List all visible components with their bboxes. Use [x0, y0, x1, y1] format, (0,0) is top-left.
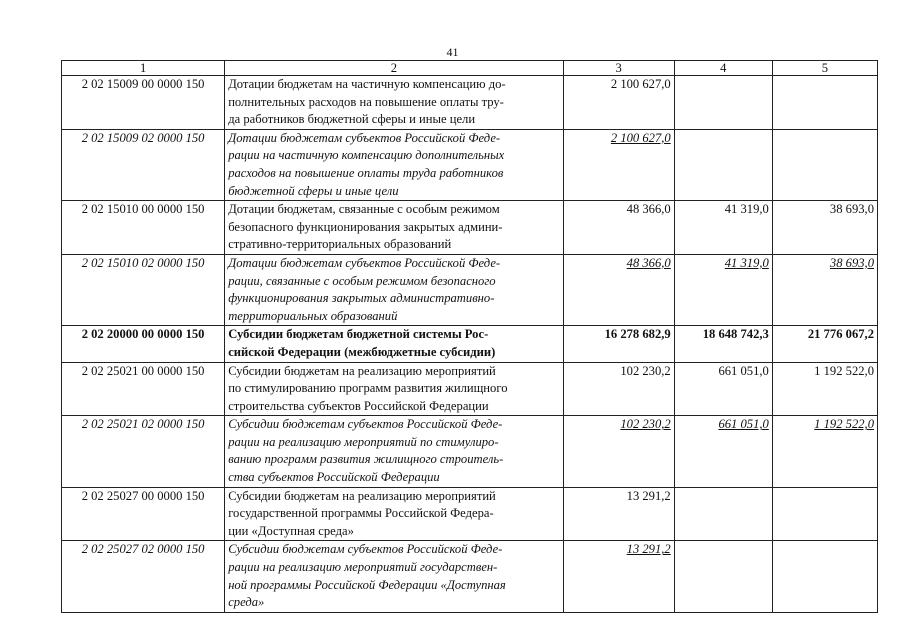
description-line: Дотации бюджетам субъектов Российской Феде-	[228, 130, 501, 145]
amount-cell-column-5: 1 192 522,0	[772, 416, 877, 487]
budget-code-cell: 2 02 15009 00 0000 150	[62, 76, 225, 130]
amount-cell-column-3: 13 291,2	[563, 541, 674, 612]
column-header-3: 3	[563, 61, 674, 76]
page-number: 41	[446, 45, 459, 59]
table-row	[62, 254, 878, 325]
table-row	[62, 416, 878, 487]
column-header-1: 1	[62, 61, 225, 76]
description-line: рации на реализацию мероприятий по стимулиро-	[228, 434, 499, 449]
budget-code-cell: 2 02 25027 00 0000 150	[62, 487, 225, 541]
description-line: да работников бюджетной сферы и иные цели	[228, 112, 476, 127]
description-cell	[225, 201, 563, 255]
description-line: рации, связанные с особым режимом безопасного	[228, 273, 496, 288]
description-line: Дотации бюджетам на частичную компенсацию до-	[228, 77, 506, 91]
description-cell	[225, 76, 563, 130]
amount-cell-column-5: 38 693,0	[772, 201, 877, 255]
column-header-2: 2	[225, 61, 563, 76]
description-cell	[225, 487, 563, 541]
amount-cell-column-3: 102 230,2	[563, 362, 674, 416]
amount-cell-column-5: 1 192 522,0	[772, 362, 877, 416]
amount-cell-column-4: 41 319,0	[674, 201, 772, 255]
amount-cell-column-5	[772, 76, 877, 130]
budget-code-cell: 2 02 25027 02 0000 150	[62, 541, 225, 612]
amount-cell-column-3: 102 230,2	[563, 416, 674, 487]
amount-cell-column-5	[772, 487, 877, 541]
description-cell	[225, 129, 563, 200]
amount-cell-column-4	[674, 76, 772, 130]
budget-code-cell: 2 02 25021 02 0000 150	[62, 416, 225, 487]
description-line: Субсидии бюджетам на реализацию мероприятий	[228, 488, 496, 503]
description-cell	[225, 254, 563, 325]
description-line: сийской Федерации (межбюджетные субсидии)	[228, 344, 496, 359]
description-line: ванию программ развития жилищного строитель-	[228, 452, 504, 467]
description-line: Дотации бюджетам субъектов Российской Феде-	[228, 255, 501, 270]
description-line: Дотации бюджетам, связанные с особым режимом	[228, 202, 500, 217]
column-header-5: 5	[772, 61, 877, 76]
table-row	[62, 362, 878, 416]
description-line: рации на реализацию мероприятий государствен-	[228, 560, 498, 575]
amount-cell-column-4: 661 051,0	[674, 362, 772, 416]
description-line: Субсидии бюджетам субъектов Российской Феде-	[228, 417, 503, 432]
budget-revenue-table	[61, 60, 878, 613]
description-cell	[225, 326, 563, 362]
budget-code-cell: 2 02 15010 00 0000 150	[62, 201, 225, 255]
description-line: безопасного функционирования закрытых админи-	[228, 219, 503, 234]
budget-code-cell: 2 02 25021 00 0000 150	[62, 362, 225, 416]
description-line: расходов на повышение оплаты труда работников	[228, 165, 504, 180]
amount-cell-column-3: 48 366,0	[563, 201, 674, 255]
description-line: Субсидии бюджетам бюджетной системы Рос-	[228, 327, 489, 342]
description-line: стративно-территориальных образований	[228, 237, 452, 252]
amount-cell-column-3: 16 278 682,9	[563, 326, 674, 362]
amount-cell-column-3: 2 100 627,0	[563, 129, 674, 200]
table-row	[62, 541, 878, 612]
description-line: территориальных образований	[228, 308, 398, 323]
description-line: ства субъектов Российской Федерации	[228, 470, 440, 485]
table-row	[62, 326, 878, 362]
budget-code-cell: 2 02 15010 02 0000 150	[62, 254, 225, 325]
table-body	[62, 76, 878, 613]
amount-cell-column-3: 48 366,0	[563, 254, 674, 325]
amount-cell-column-5: 21 776 067,2	[772, 326, 877, 362]
table-row	[62, 487, 878, 541]
description-line: Субсидии бюджетам на реализацию мероприятий	[228, 363, 496, 378]
description-cell	[225, 416, 563, 487]
amount-cell-column-4: 18 648 742,3	[674, 326, 772, 362]
table-row	[62, 76, 878, 130]
budget-code-cell: 2 02 20000 00 0000 150	[62, 326, 225, 362]
description-line: рации на частичную компенсацию дополнительных	[228, 148, 505, 163]
budget-code-cell: 2 02 15009 02 0000 150	[62, 129, 225, 200]
description-line: по стимулированию программ развития жилищного	[228, 381, 508, 396]
description-cell	[225, 362, 563, 416]
column-number-row	[62, 61, 878, 76]
description-line: строительства субъектов Российской Федерации	[228, 398, 489, 413]
table-row	[62, 201, 878, 255]
table-row	[62, 129, 878, 200]
amount-cell-column-5: 38 693,0	[772, 254, 877, 325]
amount-cell-column-4	[674, 541, 772, 612]
description-line: Субсидии бюджетам субъектов Российской Феде-	[228, 542, 503, 557]
description-cell	[225, 541, 563, 612]
description-line: ции «Доступная среда»	[228, 523, 354, 538]
amount-cell-column-4	[674, 129, 772, 200]
amount-cell-column-3: 13 291,2	[563, 487, 674, 541]
description-line: бюджетной сферы и иные цели	[228, 183, 399, 198]
description-line: полнительных расходов на повышение оплаты тру-	[228, 94, 504, 109]
amount-cell-column-4: 41 319,0	[674, 254, 772, 325]
amount-cell-column-5	[772, 541, 877, 612]
description-line: среда»	[228, 595, 265, 610]
description-line: функционирования закрытых административно-	[228, 291, 495, 306]
amount-cell-column-4	[674, 487, 772, 541]
amount-cell-column-3: 2 100 627,0	[563, 76, 674, 130]
amount-cell-column-5	[772, 129, 877, 200]
column-header-4: 4	[674, 61, 772, 76]
description-line: ной программы Российской Федерации «Доступная	[228, 577, 506, 592]
amount-cell-column-4: 661 051,0	[674, 416, 772, 487]
description-line: государственной программы Российской Федера-	[228, 506, 494, 521]
